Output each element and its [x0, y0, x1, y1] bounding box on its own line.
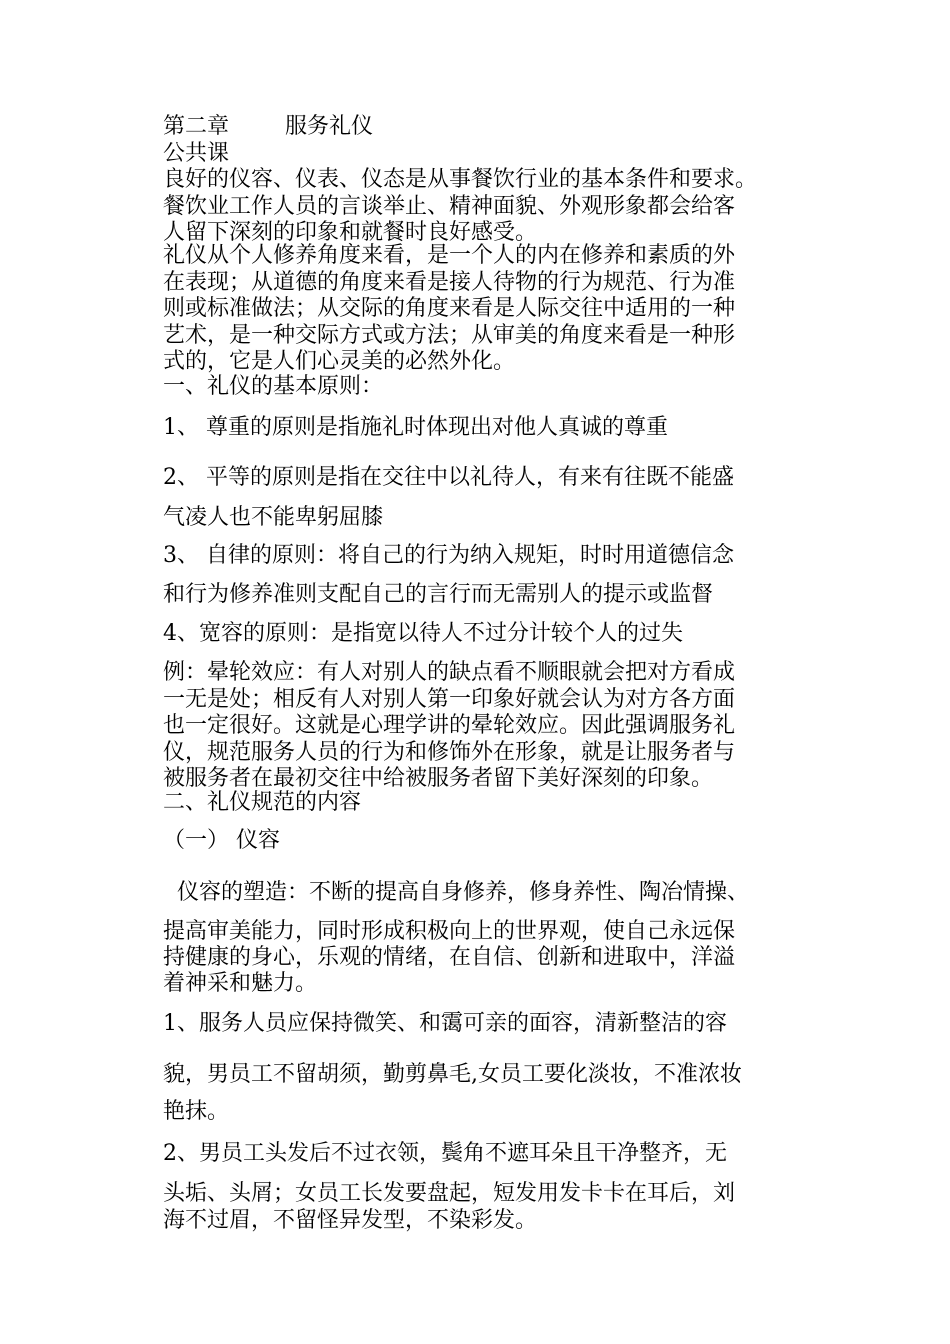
definition-line: 礼仪从个人修养角度来看，是一个人的内在修养和素质的外: [163, 243, 736, 268]
principle-line: 1、 尊重的原则是指施礼时体现出对他人真诚的尊重: [163, 415, 668, 440]
appearance-line: 持健康的身心，乐观的情绪，在自信、创新和进取中，洋溢: [163, 945, 736, 970]
rule-line: 2、男员工头发后不过衣领，鬓角不遮耳朵且干净整齐，无: [163, 1141, 727, 1166]
appearance-line: 提高审美能力，同时形成积极向上的世界观，使自己永远保: [163, 919, 736, 944]
principle-line: 2、 平等的原则是指在交往中以礼待人，有来有往既不能盛: [163, 465, 734, 490]
rule-line: 头垢、头屑；女员工长发要盘起，短发用发卡卡在耳后，刘: [163, 1181, 736, 1206]
section-heading: 一、礼仪的基本原则：: [163, 374, 384, 399]
appearance-line: 仪容的塑造：不断的提高自身修养，修身养性、陶冶情操、: [163, 880, 749, 905]
subtitle: 公共课: [163, 141, 230, 166]
rule-line: 1、服务人员应保持微笑、和霭可亲的面容，清新整洁的容: [163, 1011, 727, 1036]
intro-line: 人留下深刻的印象和就餐时良好感受。: [163, 220, 538, 245]
example-line: 也一定很好。这就是心理学讲的晕轮效应。因此强调服务礼: [163, 713, 736, 738]
principle-line: 气凌人也不能卑躬屈膝: [163, 505, 384, 530]
definition-line: 在表现；从道德的角度来看是接人待物的行为规范、行为准: [163, 270, 736, 295]
rule-line: 艳抹。: [163, 1099, 230, 1124]
rule-line: 貌，男员工不留胡须，勤剪鼻毛,女员工要化淡妆，不准浓妆: [163, 1062, 742, 1087]
appearance-line: 着神采和魅力。: [163, 971, 318, 996]
definition-line: 艺术，是一种交际方式或方法；从审美的角度来看是一种形: [163, 323, 736, 348]
section-heading: 二、礼仪规范的内容: [163, 790, 362, 815]
chapter-name: 服务礼仪: [285, 114, 374, 139]
subsection-heading: （一） 仪容: [163, 828, 280, 853]
principle-line: 3、 自律的原则：将自己的行为纳入规矩，时时用道德信念: [163, 543, 734, 568]
rule-line: 海不过眉，不留怪异发型，不染彩发。: [163, 1208, 538, 1233]
example-line: 例：晕轮效应：有人对别人的缺点看不顺眼就会把对方看成: [163, 660, 736, 685]
example-line: 一无是处；相反有人对别人第一印象好就会认为对方各方面: [163, 687, 736, 712]
definition-line: 式的，它是人们心灵美的必然外化。: [163, 349, 516, 374]
intro-line: 餐饮业工作人员的言谈举止、精神面貌、外观形象都会给客: [163, 194, 736, 219]
principle-line: 4、宽容的原则：是指宽以待人不过分计较个人的过失: [163, 621, 683, 646]
example-line: 仪，规范服务人员的行为和修饰外在形象，就是让服务者与: [163, 740, 736, 765]
example-line: 被服务者在最初交往中给被服务者留下美好深刻的印象。: [163, 766, 714, 791]
definition-line: 则或标准做法；从交际的角度来看是人际交往中适用的一种: [163, 296, 736, 321]
chapter-number: 第二章: [163, 114, 230, 139]
chapter-title: [163, 113, 373, 140]
principle-line: 和行为修养准则支配自己的言行而无需别人的提示或监督: [163, 582, 714, 607]
intro-line: 良好的仪容、仪表、仪态是从事餐饮行业的基本条件和要求。: [163, 167, 758, 192]
